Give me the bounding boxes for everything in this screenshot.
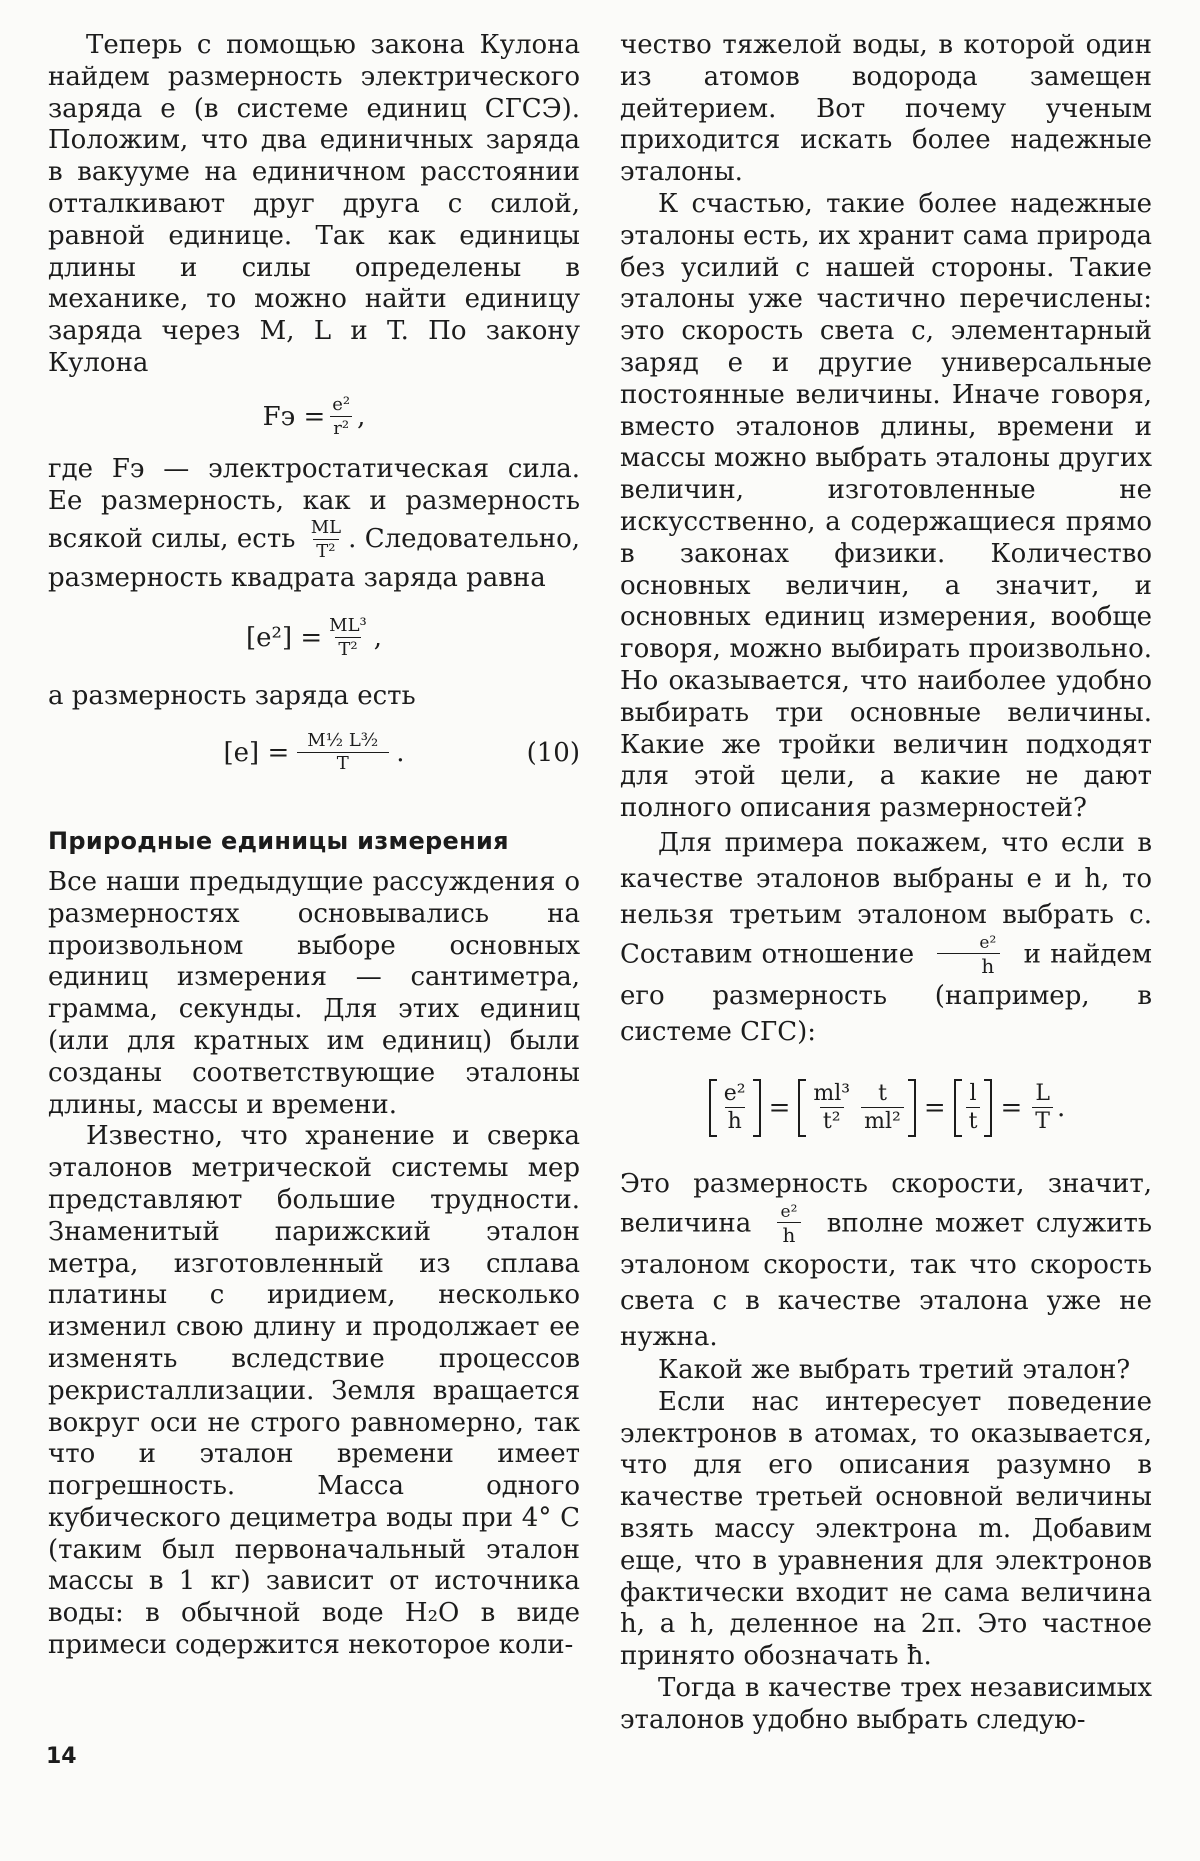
equals-sign: =: [1000, 1092, 1023, 1123]
fraction: [721, 1081, 749, 1135]
paragraph: К счастью, такие более надежные эталоны есть, их хранит сама природа без усилий с нашей стороны. Такие эталоны уже частично перечислены: это скорость света c, элементарный заряд e и другие универсальные постоянные величины. Иначе говоря, вместо эталонов длины, времени и массы можно выбрать эталоны других величин, изготовленные не искусственно, а содержащиеся прямо в законах физики. Количество основных величин, а значит, и основных единиц измерения, вообще говоря, можно выбирать произвольно. Но оказывается, что наиболее удобно выбирать три основные величины. Какие же тройки величин подходят для этой цели, а какие не дают полного описания размерностей?: [620, 188, 1152, 824]
fraction-numerator: e²: [723, 1080, 746, 1106]
fraction-denominator: t: [966, 1107, 981, 1135]
fraction: [326, 615, 370, 661]
fraction-numerator: ml³: [813, 1080, 851, 1106]
text-span: вполне может служить эталоном скорости, так что скорость света c в качестве эталона уже не нужна.: [620, 1208, 1152, 1352]
fraction-numerator: ML³: [329, 615, 367, 637]
fraction-numerator: e²: [332, 393, 351, 415]
bracket-group: [798, 1079, 915, 1137]
bracket-group: [954, 1079, 993, 1137]
fraction-denominator: h: [937, 953, 1000, 978]
fraction-denominator: h: [725, 1107, 745, 1135]
paragraph: Какой же выбрать третий эталон?: [658, 1354, 1131, 1385]
text-span: Это размерность скорости, значит, величина: [620, 1168, 1152, 1239]
formula-tail: ,: [357, 401, 366, 432]
text-span: Для примера покажем, что если в качестве эталонов выбраны e и h, то нельзя третьим эталоном выбрать c. Составим отношение: [620, 827, 1152, 970]
fraction-denominator: T²: [335, 637, 360, 661]
inline-fraction: [777, 1202, 802, 1247]
formula-charge-squared: [48, 595, 580, 681]
fraction-numerator: t: [878, 1080, 887, 1106]
fraction-numerator: l: [969, 1080, 977, 1106]
formula-coulomb: [48, 380, 580, 454]
fraction-numerator: L: [1035, 1080, 1050, 1106]
section-heading: Природные единицы измерения: [48, 826, 509, 855]
fraction: [293, 730, 392, 775]
fraction-denominator: t²: [820, 1107, 844, 1135]
formula-tail: .: [396, 737, 405, 768]
fraction: [1032, 1081, 1053, 1135]
fraction-numerator: ML: [310, 517, 342, 539]
formula-lhs: Fэ =: [262, 401, 326, 432]
bracket-group: [709, 1079, 761, 1137]
paragraph: Все наши предыдущие рассуждения о размерностях основывались на произвольном выборе основных единиц измерения — сантиметра, грамма, секунды. Для этих единиц (или для кратных им единиц) были созданы соответствующие эталоны длины, массы и времени.: [48, 866, 580, 1120]
text-span: . Следовательно, размерность квадрата заряда равна: [48, 524, 580, 594]
formula-dimension: [620, 1050, 1152, 1166]
paragraph: чество тяжелой воды, в которой один из атомов водорода замещен дейтерием. Вот почему ученым приходится искать более надежные эталоны.: [620, 30, 1152, 188]
paragraph: Если нас интересует поведение электронов в атомах, то оказывается, что для его описания разумно в качестве третьей основной величины взять массу электрона m. Добавим еще, что в уравнения для электронов фактически входит не сама величина h, а h, деленное на 2π. Это частное принято обозначать ħ.: [620, 1386, 1152, 1672]
inline-fraction: [308, 517, 344, 563]
page-number: 14: [46, 1744, 77, 1769]
text-span: где Fэ — электростатическая сила. Ее размерность, как и размерность всякой силы, есть: [48, 453, 580, 555]
paragraph: Тогда в качестве трех независимых эталонов удобно выбрать следую-: [620, 1672, 1152, 1735]
text-span: и найдем его размерность (например, в системе СГС):: [620, 939, 1152, 1047]
fraction-denominator: h: [777, 1222, 802, 1247]
formula-charge: [48, 713, 580, 793]
paragraph: [620, 1166, 1152, 1355]
fraction-numerator: e²: [780, 1201, 798, 1222]
formula-tail: .: [1056, 1092, 1066, 1123]
fraction: [861, 1081, 904, 1135]
paragraph: Теперь с помощью закона Кулона найдем размерность электрического заряда e (в системе единиц СГСЭ). Положим, что два единичных заряда в вакууме на единичном расстоянии отталкивают друг друга с силой, равной единице. Так как единицы длины и силы определены в механике, то можно найти единицу заряда через M, L и T. По закону Кулона: [48, 30, 580, 378]
paragraph: Известно, что хранение и сверка эталонов метрической системы мер представляют большие трудности. Знаменитый парижский эталон метра, изготовленный из сплава платины с иридием, несколько изменил свою длину и продолжает ее изменять вследствие процессов рекристаллизации. Земля вращается вокруг оси не строго равномерно, так что и эталон времени имеет погрешность. Масса одного кубического дециметра воды при 4° С (таким был первоначальный эталон массы в 1 кг) зависит от источника воды: в обычной воде H₂O в виде примеси содержится некоторое коли-: [48, 1121, 580, 1661]
fraction-denominator: ml²: [861, 1107, 904, 1135]
fraction-denominator: T: [297, 752, 389, 775]
equals-sign: =: [923, 1092, 946, 1123]
fraction: [966, 1081, 981, 1135]
fraction: [810, 1081, 853, 1135]
fraction-denominator: r²: [330, 416, 352, 440]
inline-fraction: [937, 933, 1000, 978]
left-column: [48, 30, 580, 1662]
paragraph: [48, 454, 580, 595]
fraction: [329, 394, 353, 440]
formula-lhs: [e²] =: [245, 623, 323, 654]
equation-number: (10): [526, 737, 580, 768]
fraction-denominator: T: [1032, 1107, 1053, 1135]
equals-sign: =: [768, 1092, 791, 1123]
paragraph: а размерность заряда есть: [48, 681, 416, 712]
right-column: [620, 30, 1152, 1736]
fraction-denominator: T²: [313, 539, 338, 563]
paragraph: [620, 825, 1152, 1050]
fraction-numerator: e²: [979, 932, 997, 953]
formula-lhs: [e] =: [223, 737, 290, 768]
formula-tail: ,: [373, 623, 383, 654]
fraction-numerator: M½ L³⁄₂: [307, 730, 379, 752]
